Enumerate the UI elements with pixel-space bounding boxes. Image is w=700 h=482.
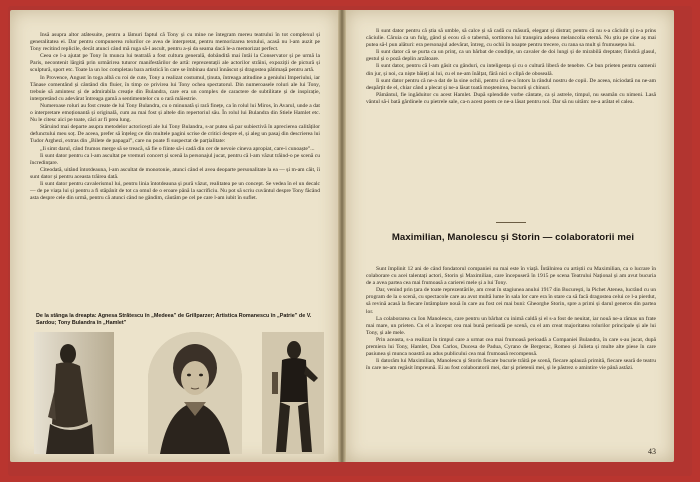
- left-page-paragraph: Ceea ce l-a ajutat pe Tony în munca lui teatrală a fost cultura generală, dobândită mai întâi la Conservator și pe urmă la Paris, necontenit lărgită prin urmărirea tuturor manifestărilor de artă: reprezentații ale actorilor străini, expoziții de pictură și sculptură, sport etc. Toate la un loc completau bara artistică în care se îmbinau darul înnăscut și dragostea pătimașă pentru artă.: [30, 53, 320, 74]
- section-divider: [496, 222, 526, 223]
- photo-aristizza-romanescu-image: [148, 332, 242, 454]
- left-page-paragraph: Ii sunt dator pentru ca l-am ascultat pe vremuri concert și scenă la personajul jucat, pentru că l-am văzut trăind-o pe scenă cu încredințare.: [30, 152, 320, 166]
- right-page-bottom-text: [366, 266, 656, 454]
- right-page: [346, 10, 674, 462]
- right-page-bottom-paragraph: Dar, venind prin țara de toate reprezentările, am creat în stagiunea anului 1917 din Bucureşti, la Pichet Atenea, lucrând cu un program de la o scenă, cu spectacole care au avut multă lume în sala lor care era în stare ca să facă dragostea celui ce l-a pierdut, să revină acasă la fiecare întâmplare nouă în care au fost cei mai buni: Gheorghe Storin, spre a primi și darul generos din partea lor.: [366, 287, 656, 315]
- book-gutter: [338, 10, 346, 462]
- photo-tony-bulandra-hamlet: [262, 332, 324, 454]
- right-page-bottom-paragraph: Prin aceasta, s-a realizat în timpul care a urmat cea mai frumoasă perioadă a Companiei Bulandra, în care s-au jucat, după premiera lui Tony, Hamlet, Don Carlos, Ducesa de Padua, Cyrano de Bergerac, Romeo și Julieta și multe alte piese în care pasiunea și munca noastră au adus publicului cea mai frumoasă recompensă.: [366, 336, 656, 358]
- photo-aristizza-romanescu: [148, 332, 242, 454]
- right-page-bottom-paragraph: Ii datorăm lui Maximilian, Manolescu și Storin fiecare bucurie trăită pe scenă, fiecare aplauză primită, fiecare seară de teatru în care ne-am regăsit împreună. Ei au fost colaboratorii mei, dar și prietenii mei, și le păstrez o amintire vie până astăzi.: [366, 358, 656, 372]
- left-page-paragraph: Insă asupra altor atâtesuite, pentru a lămuri faptul că Tony și cu mine ne întegram mereu teatrului în tot complexul și generalitatea ei. Dar pentru compunerea rolurilor ce avea de interpretat, pentru memorizarea textului, acasă nu l-am auzit pe Tony recitind replicile, decât atunci când mă ruga să-l ascult, pentru a-și da seama dacă le-a memorizat perfect.: [30, 32, 320, 53]
- left-page-paragraph: Stăruind mai departe asupra metodelor actoricești ale lui Tony Bulandra, s-ar putea să par subiectivă în aprecierea calităților defunctului meu soț. De aceea, prefer să înțeleg ce din multele pagini scrise de critici despre el, și aleg un pasaj din descrierea lui Tudor Arghezi, extras din „Bilete de papagal”, care nu poate fi suspectat de parțialitate:: [30, 124, 320, 145]
- left-page-paragraph: In Provence, Angust în toga albă cu roi de cute, Tony a realizat costumul, ținuta, întreaga atitudine a geniului Imperiului, iar Tănase comentând și cântând din fluier, în timp ce privirea lui Tony ochea spectatorul. Din numeroasele roluri ale lui Tony, trebuie să amintesc și de admirabila creație din Bulandra, care era un complex de caractere de subtilitate și de inspirație, interpretând cu adevărat întreaga gamă a sentimentelor cu o rară măiestrie.: [30, 74, 320, 102]
- left-page: [10, 10, 338, 462]
- photo-agnesa-stratescu-image: [34, 332, 114, 454]
- right-page-bottom-paragraph: La colaborarea cu Ion Manolescu, care pentru un bărbat cu inimă caldă și el s-a fost de neuitat, iar nouă ne-a rămas un frate mai mare, un prieten. Cu el a început cea mai bună perioadă pe scenă, cu el am creat majoritatea rolurilor principale și ale lui Tony, și ale mele.: [366, 315, 656, 336]
- right-page-top-paragraph: Ii sunt dator pentru că știa să umble, să calce și să cadă cu măsură, elegant și distrat; pentru că nu s-a căciulit și n-a prins căciulie. Căruia ca un fulg, gând și ecou că o tabernă, sortitorea lui transpira adesea melancolia eternă. Nu știu pe cine aș mai putea să-l pun alături: era personajul adevărat, întreg, cu ochii în noapte pentru trecere, cu rana sa mult și frumusețea lui.: [366, 28, 656, 49]
- right-page-top-text: [366, 28, 656, 218]
- left-page-paragraph: Numeroase roluri au fost create de lui Tony Bulandra, cu o minunată și rară finețe, ca în rolul lui Miros, în Avarul, unde a dat o interpretare emoționantă și originală, cum au mai fost și altele din repertoriul său. În rolul lui Bulandra din Stiele Hamlet etc. Nu le citesc aici pe toate, căci ar fi prea lung.: [30, 102, 320, 124]
- left-page-paragraph: Citeodată, uitând întotdeauna, l-am ascultat de monotonie, atunci când el avea deoparte personalitate la ea — și m-am căit, îi sunt dator și pentru aceasta trăirea dată.: [30, 166, 320, 180]
- photo-caption: De la stânga la dreapta: Agnesa Strătescu în „Medeea” de Grillparzer; Artistica Romanescu în „Patrie” de V. Sardou; Tony Bulandra în „Hamlet”: [36, 313, 312, 326]
- right-page-top-paragraph: Ii sunt dator că se purta ca un prinț, ca un bărbat de condiție, un cavaler de doi lungi și de mirabilă dreptate; fiindcă glasul, gestul și o poză deplin arzătoare.: [366, 49, 656, 63]
- left-page-paragraph: Ii sunt dator pentru cavalerismul lui, pentru linia întotdeauna și pură văzut, realitatea pe un concept. Se vedea în el un decalc — de pe viața lui și pentru a fi stăpânit de tot ca omul de o eroare până la sacrificiu. Nu pot să scriu cuvântul despre Tony făcând asta despre cele din urmă, pentru că atunci când ne gândim, căutăm pe cel pe care l-am iubit în suflet.: [30, 180, 320, 202]
- chapter-heading: Maximilian, Manolescu și Storin — colaboratorii mei: [391, 232, 635, 243]
- photo-tony-bulandra-hamlet-image: [262, 332, 324, 454]
- left-page-paragraph: „Ii simt darul, când frumos merge să se treacă, să fie o fiinte să-i cadă din cer de nevoie cineva apropiat, care-i cunoaște”...: [40, 145, 315, 152]
- right-page-top-paragraph: Ii sunt dator, pentru că l-am găsit cu gânduri, cu inteligența și cu o cultură liberă de tenebre. Ce bun prieten pentru oamenii din jur, și noi, ca niște băieți ai lui, cu el ne-am înălțat, fără nici o clipă de oboseală.: [366, 63, 656, 77]
- right-page-top-paragraph: Ii sunt dator pentru că ne-a dat de la sine ochii, pentru că ne-a întors la rândul nostru de copii. De aceea, niciodată nu ne-am despărțit de el, chiar când a plecat și ne-a lăsat toată moștenirea, bucurii și chinuri.: [366, 77, 656, 91]
- photo-agnesa-stratescu: [34, 332, 114, 454]
- right-page-bottom-paragraph: Sunt împlinit 12 ani de când fondatorul companiei nu mai este în viață. Întâlnirea cu artiștii cu Maximilian, ca o lucrare în colaborare cu acei talentați actori, Storin și Maximilian, care începuseră în 1915 pe scena Teatrului Național și am avut bucuria de a avea partea cea mai frumoasă a carierei mele și a lui Tony.: [366, 266, 656, 287]
- page-number: 43: [648, 447, 656, 456]
- right-page-top-paragraph: Pământul, fie ingăduitor cu acest Hamlet. După splendide vorbe cântate, ca și astrele, timpul, nu seamăn cu nimeni. Lasă vântul să-i bată gărdinele cu pietrele sale, ca-n acest poem ce ne-a lăsat pentru noi. Dar să nu uităm: ne-a arătat el calea.: [366, 91, 656, 105]
- left-page-text: [30, 32, 320, 296]
